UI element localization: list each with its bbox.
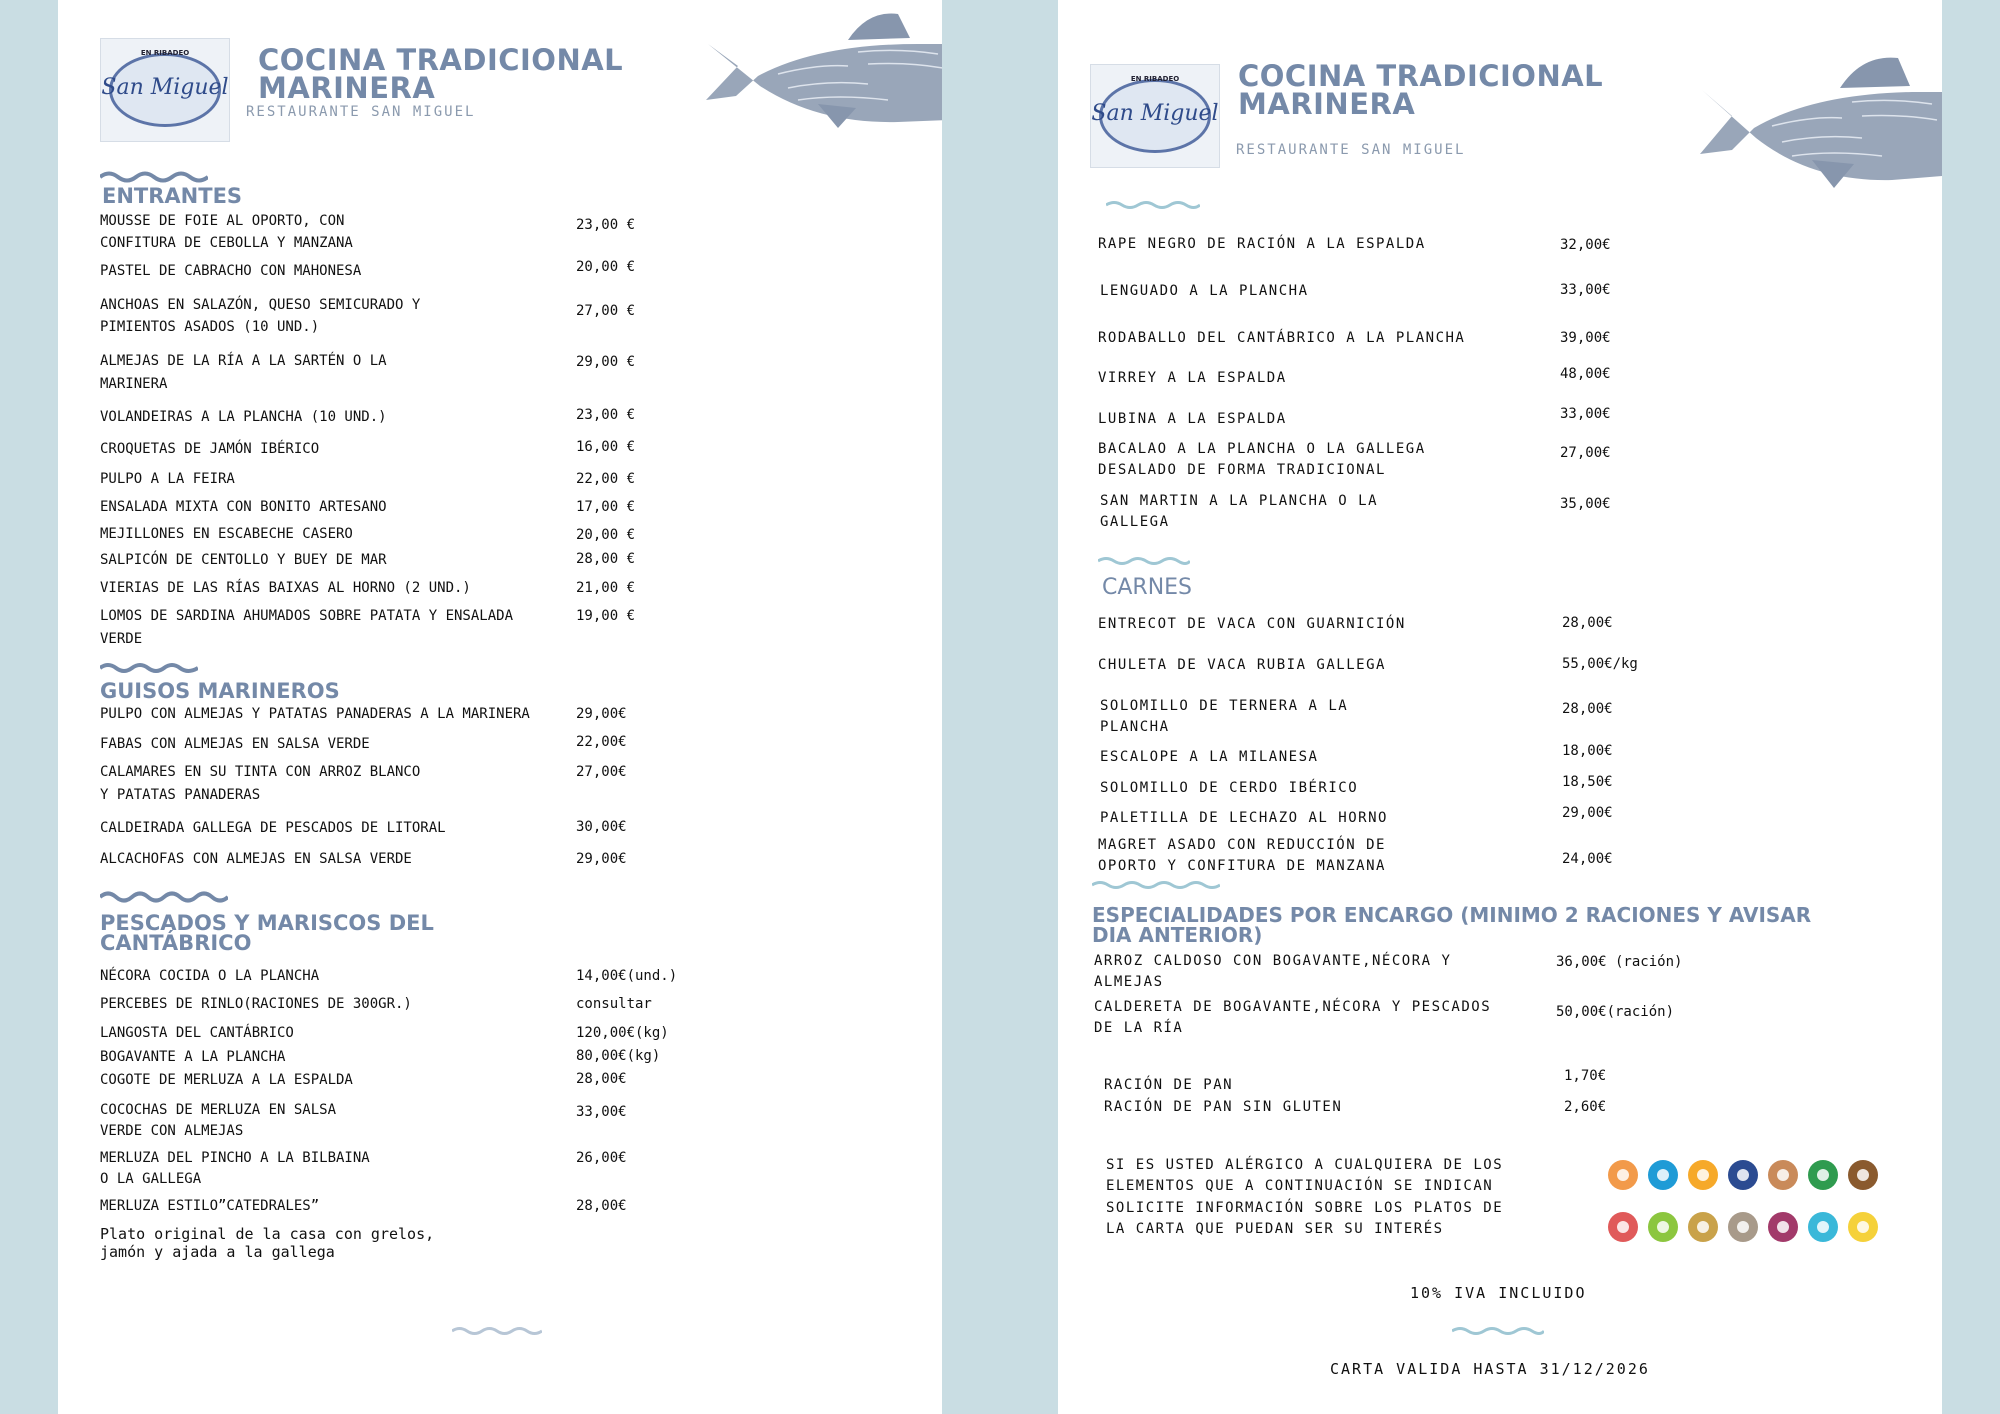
section-wave-divider [1092, 880, 1220, 890]
menu-page-left [58, 0, 942, 1414]
menu-item-price: 24,00€ [1562, 851, 1613, 867]
dairy-icon [1848, 1160, 1878, 1190]
menu-item-name-cont: Y PATATAS PANADERAS [100, 787, 261, 803]
crustaceans-icon [1648, 1160, 1678, 1190]
menu-item-name: RACIÓN DE PAN SIN GLUTEN [1104, 1099, 1343, 1115]
menu-item-price: 17,00 € [576, 499, 636, 515]
allergen-icon-grid [1608, 1160, 1888, 1260]
sesame-icon [1728, 1212, 1758, 1242]
menu-item-name: RODABALLO DEL CANTÁBRICO A LA PLANCHA [1098, 330, 1466, 346]
menu-item-price: 28,00€ [576, 1071, 627, 1087]
dish-note-line1: Plato original de la casa con grelos, [100, 1225, 435, 1243]
section-title-especialidades-cont: DIA ANTERIOR) [1092, 923, 1263, 947]
menu-item-price: 2,60€ [1564, 1099, 1607, 1115]
menu-item-price: 39,00€ [1560, 330, 1611, 346]
menu-item-price: 28,00 € [576, 551, 636, 567]
allergen-symbol [1857, 1221, 1869, 1233]
menu-item-price: 21,00 € [576, 580, 636, 596]
menu-item-price: 48,00€ [1560, 366, 1611, 382]
menu-item-price: 30,00€ [576, 819, 627, 835]
mustard-icon [1688, 1212, 1718, 1242]
allergen-symbol [1697, 1169, 1709, 1181]
section-wave-divider [100, 170, 208, 184]
allergen-symbol [1617, 1221, 1629, 1233]
soy-icon [1808, 1160, 1838, 1190]
logo-top-text: EN RIBADEO [140, 49, 190, 57]
menu-item-price: 23,00 € [576, 217, 636, 233]
allergen-symbol [1657, 1221, 1669, 1233]
iva-notice: 10% IVA INCLUIDO [1410, 1284, 1587, 1302]
page-subtitle: RESTAURANTE SAN MIGUEL [246, 104, 476, 120]
peanut-icon [1768, 1160, 1798, 1190]
restaurant-logo [1090, 64, 1220, 168]
menu-item-price: 27,00 € [576, 303, 636, 319]
celery-icon [1648, 1212, 1678, 1242]
allergy-notice-line: SI ES USTED ALÉRGICO A CUALQUIERA DE LOS [1106, 1157, 1504, 1173]
menu-item-name-cont: DESALADO DE FORMA TRADICIONAL [1098, 462, 1386, 478]
menu-item-name: ALMEJAS DE LA RÍA A LA SARTÉN O LA [100, 353, 387, 369]
page-title-line2: MARINERA [1238, 87, 1416, 121]
nuts-icon [1608, 1212, 1638, 1242]
dish-note-line2: jamón y ajada a la gallega [100, 1243, 335, 1261]
fish-illustration-icon [1692, 46, 1942, 196]
menu-item-name: RACIÓN DE PAN [1104, 1077, 1234, 1093]
menu-item-name: ENSALADA MIXTA CON BONITO ARTESANO [100, 499, 387, 515]
section-wave-divider [100, 662, 198, 674]
footer-wave-divider [1452, 1326, 1544, 1336]
menu-item-name: LOMOS DE SARDINA AHUMADOS SOBRE PATATA Y ENSALADA [100, 608, 514, 624]
menu-item-price: 35,00€ [1560, 496, 1611, 512]
section-title-especialidades: ESPECIALIDADES POR ENCARGO (MINIMO 2 RACIONES Y AVISAR [1092, 903, 1812, 927]
menu-item-name-cont: VERDE [100, 631, 143, 647]
menu-item-name: VIRREY A LA ESPALDA [1098, 370, 1287, 386]
menu-item-name: SALPICÓN DE CENTOLLO Y BUEY DE MAR [100, 552, 387, 568]
menu-item-price: 29,00€ [576, 706, 627, 722]
menu-item-price: 29,00€ [576, 851, 627, 867]
menu-item-price: 29,00€ [1562, 805, 1613, 821]
menu-item-price: 32,00€ [1560, 237, 1611, 253]
sulphites-icon [1768, 1212, 1798, 1242]
fish-icon [1728, 1160, 1758, 1190]
allergen-symbol [1737, 1169, 1749, 1181]
menu-item-name: LENGUADO A LA PLANCHA [1100, 283, 1309, 299]
section-wave-divider [1106, 200, 1200, 210]
lupins-icon [1848, 1212, 1878, 1242]
egg-icon [1688, 1160, 1718, 1190]
menu-item-name: MEJILLONES EN ESCABECHE CASERO [100, 526, 353, 542]
menu-item-name: VIERIAS DE LAS RÍAS BAIXAS AL HORNO (2 UND.) [100, 580, 471, 596]
menu-item-name-cont: ALMEJAS [1094, 974, 1164, 990]
menu-item-name: NÉCORA COCIDA O LA PLANCHA [100, 968, 320, 984]
menu-item-price: 14,00€(und.) [576, 968, 678, 984]
section-wave-divider [100, 890, 228, 904]
section-title-guisos: GUISOS MARINEROS [100, 679, 340, 703]
menu-item-name: MAGRET ASADO CON REDUCCIÓN DE [1098, 837, 1386, 853]
logo-name-text: San Miguel [101, 75, 229, 100]
menu-item-price: 55,00€/kg [1562, 656, 1638, 672]
menu-item-price: 16,00 € [576, 439, 636, 455]
allergen-symbol [1777, 1221, 1789, 1233]
menu-item-price: 28,00€ [576, 1198, 627, 1214]
menu-item-name: MOUSSE DE FOIE AL OPORTO, CON [100, 213, 345, 229]
menu-item-price: 22,00€ [576, 734, 627, 750]
menu-item-name: ALCACHOFAS CON ALMEJAS EN SALSA VERDE [100, 851, 412, 867]
allergen-symbol [1777, 1169, 1789, 1181]
menu-item-price: 27,00€ [576, 764, 627, 780]
menu-item-name-cont: CONFITURA DE CEBOLLA Y MANZANA [100, 235, 353, 251]
menu-item-name-cont: O LA GALLEGA [100, 1171, 202, 1187]
page-subtitle: RESTAURANTE SAN MIGUEL [1236, 142, 1466, 158]
page-title-line1: COCINA TRADICIONAL [1238, 59, 1604, 93]
menu-item-name: CHULETA DE VACA RUBIA GALLEGA [1098, 657, 1386, 673]
menu-item-price: consultar [576, 996, 652, 1012]
allergen-symbol [1817, 1221, 1829, 1233]
menu-item-name-cont: MARINERA [100, 376, 168, 392]
menu-item-name: PASTEL DE CABRACHO CON MAHONESA [100, 263, 362, 279]
footer-wave-divider [452, 1326, 542, 1336]
allergy-notice-line: LA CARTA QUE PUEDAN SER SU INTERÉS [1106, 1221, 1444, 1237]
logo-top-text: EN RIBADEO [1130, 75, 1180, 83]
menu-item-price: 18,50€ [1562, 774, 1613, 790]
menu-item-price: 33,00€ [1560, 406, 1611, 422]
fish-illustration-icon [698, 4, 942, 134]
allergen-symbol [1697, 1221, 1709, 1233]
menu-item-price: 27,00€ [1560, 445, 1611, 461]
page-title-line2: MARINERA [258, 71, 436, 105]
menu-item-name: COGOTE DE MERLUZA A LA ESPALDA [100, 1072, 353, 1088]
molluscs-icon [1808, 1212, 1838, 1242]
allergen-symbol [1657, 1169, 1669, 1181]
menu-item-price: 19,00 € [576, 608, 636, 624]
menu-item-price: 33,00€ [576, 1104, 627, 1120]
menu-item-name: LUBINA A LA ESPALDA [1098, 411, 1287, 427]
allergen-symbol [1857, 1169, 1869, 1181]
menu-item-name: BOGAVANTE A LA PLANCHA [100, 1049, 286, 1065]
gluten-icon [1608, 1160, 1638, 1190]
menu-item-name: MERLUZA DEL PINCHO A LA BILBAINA [100, 1150, 370, 1166]
menu-item-name-cont: OPORTO Y CONFITURA DE MANZANA [1098, 858, 1386, 874]
menu-item-price: 33,00€ [1560, 282, 1611, 298]
menu-item-name: PULPO A LA FEIRA [100, 471, 235, 487]
menu-item-price: 28,00€ [1562, 615, 1613, 631]
page-title-line1: COCINA TRADICIONAL [258, 43, 624, 77]
allergy-notice-line: SOLICITE INFORMACIÓN SOBRE LOS PLATOS DE [1106, 1200, 1504, 1216]
menu-item-name: ANCHOAS EN SALAZÓN, QUESO SEMICURADO Y [100, 297, 421, 313]
allergen-symbol [1737, 1221, 1749, 1233]
menu-item-name: ENTRECOT DE VACA CON GUARNICIÓN [1098, 616, 1406, 632]
menu-item-name: SOLOMILLO DE TERNERA A LA [1100, 698, 1349, 714]
menu-item-price: 22,00 € [576, 471, 636, 487]
menu-item-price: 20,00 € [576, 259, 636, 275]
menu-item-name: CALDEIRADA GALLEGA DE PESCADOS DE LITORAL [100, 820, 446, 836]
menu-item-name: PERCEBES DE RINLO(RACIONES DE 300GR.) [100, 996, 412, 1012]
menu-item-price: 80,00€(kg) [576, 1048, 661, 1064]
menu-item-name: BACALAO A LA PLANCHA O LA GALLEGA [1098, 441, 1426, 457]
menu-item-price: 36,00€ (ración) [1556, 954, 1683, 970]
menu-item-name-cont: GALLEGA [1100, 514, 1170, 530]
menu-item-price: 18,00€ [1562, 743, 1613, 759]
menu-item-price: 50,00€(ración) [1556, 1004, 1675, 1020]
menu-item-name: RAPE NEGRO DE RACIÓN A LA ESPALDA [1098, 236, 1426, 252]
menu-item-name: LANGOSTA DEL CANTÁBRICO [100, 1025, 294, 1041]
menu-item-name: FABAS CON ALMEJAS EN SALSA VERDE [100, 736, 370, 752]
menu-item-price: 20,00 € [576, 527, 636, 543]
menu-item-name: COCOCHAS DE MERLUZA EN SALSA [100, 1102, 337, 1118]
menu-item-name-cont: PIMIENTOS ASADOS (10 UND.) [100, 319, 320, 335]
menu-item-name: VOLANDEIRAS A LA PLANCHA (10 UND.) [100, 409, 387, 425]
menu-item-name: CALAMARES EN SU TINTA CON ARROZ BLANCO [100, 764, 421, 780]
menu-item-name: CROQUETAS DE JAMÓN IBÉRICO [100, 441, 320, 457]
allergen-symbol [1817, 1169, 1829, 1181]
menu-item-name-cont: VERDE CON ALMEJAS [100, 1123, 244, 1139]
allergen-symbol [1617, 1169, 1629, 1181]
menu-item-name: MERLUZA ESTILO”CATEDRALES” [100, 1198, 320, 1214]
validity-notice: CARTA VALIDA HASTA 31/12/2026 [1330, 1360, 1650, 1378]
menu-item-name: PULPO CON ALMEJAS Y PATATAS PANADERAS A LA MARINERA [100, 706, 530, 722]
menu-item-price: 23,00 € [576, 407, 636, 423]
menu-item-price: 120,00€(kg) [576, 1025, 669, 1041]
menu-item-name-cont: DE LA RÍA [1094, 1020, 1184, 1036]
menu-item-name: SAN MARTIN A LA PLANCHA O LA [1100, 493, 1379, 509]
section-wave-divider [1098, 556, 1190, 566]
restaurant-logo [100, 38, 230, 142]
menu-item-name: CALDERETA DE BOGAVANTE,NÉCORA Y PESCADOS [1094, 999, 1492, 1015]
section-title-entrantes: ENTRANTES [102, 184, 243, 208]
section-title-carnes: CARNES [1102, 575, 1193, 600]
menu-item-name: ARROZ CALDOSO CON BOGAVANTE,NÉCORA Y [1094, 953, 1452, 969]
menu-item-price: 29,00 € [576, 354, 636, 370]
menu-item-name: ESCALOPE A LA MILANESA [1100, 749, 1319, 765]
section-title-pescados: PESCADOS Y MARISCOS DEL [100, 911, 434, 935]
allergy-notice-line: ELEMENTOS QUE A CONTINUACIÓN SE INDICAN [1106, 1178, 1494, 1194]
section-title-pescados-cont: CANTÁBRICO [100, 931, 252, 955]
menu-item-price: 28,00€ [1562, 701, 1613, 717]
menu-item-name: PALETILLA DE LECHAZO AL HORNO [1100, 810, 1388, 826]
menu-item-price: 1,70€ [1564, 1068, 1607, 1084]
menu-item-price: 26,00€ [576, 1150, 627, 1166]
menu-item-name-cont: PLANCHA [1100, 719, 1170, 735]
menu-item-name: SOLOMILLO DE CERDO IBÉRICO [1100, 780, 1359, 796]
logo-name-text: San Miguel [1091, 101, 1219, 126]
